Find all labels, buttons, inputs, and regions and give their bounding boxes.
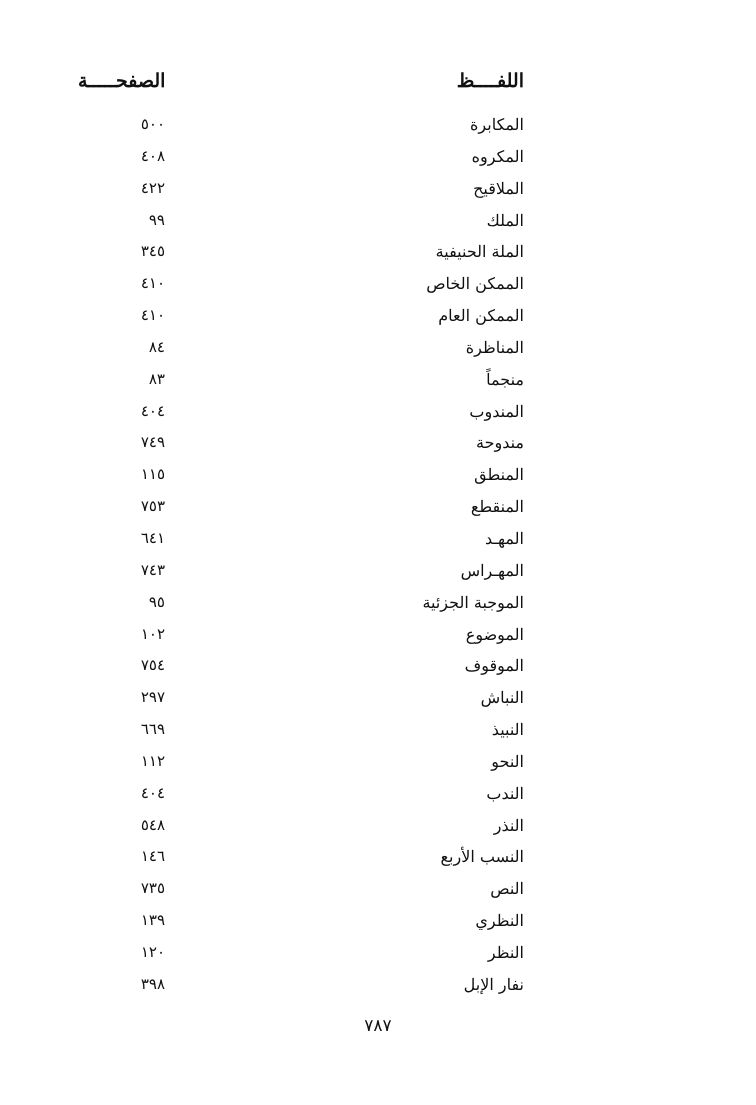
entry-term: الملك	[486, 210, 524, 230]
index-entry	[0, 238, 756, 270]
entry-term: المهـراس	[460, 560, 524, 580]
entry-page: ٤٠٤	[140, 401, 165, 420]
index-entry	[0, 270, 756, 302]
entry-page: ٨٣	[148, 369, 165, 388]
index-entry	[0, 971, 756, 1003]
entry-term: مندوحة	[476, 433, 524, 453]
entry-term: الملاقيح	[473, 178, 524, 198]
entry-term: النص	[490, 879, 524, 899]
entry-page: ٢٩٧	[140, 688, 165, 707]
entry-term: الممكن الخاص	[426, 274, 524, 294]
entry-page: ١٢٠	[140, 942, 165, 961]
entry-page: ٩٥	[148, 592, 165, 611]
index-entry	[0, 907, 756, 939]
entry-term: المناظرة	[465, 337, 524, 357]
entry-page: ٤١٠	[140, 306, 165, 325]
entry-term: النباش	[480, 688, 524, 708]
index-entry	[0, 716, 756, 748]
entry-term: الملة الحنيفية	[435, 242, 524, 262]
index-entry	[0, 302, 756, 334]
entry-page: ١٠٢	[140, 624, 165, 643]
entry-page: ٥٠٠	[140, 115, 165, 133]
entry-term: منجماً	[486, 369, 524, 389]
entry-term: النحو	[491, 751, 524, 771]
entry-page: ٧٤٩	[140, 433, 165, 452]
index-list	[0, 111, 756, 1003]
index-entry	[0, 939, 756, 971]
entry-page: ٧٤٣	[140, 560, 165, 579]
entry-page: ١٣٩	[140, 911, 165, 930]
entry-term: النذر	[493, 815, 524, 835]
index-entry	[0, 461, 756, 493]
entry-page: ٣٩٨	[140, 974, 165, 993]
index-entry	[0, 366, 756, 398]
index-entry	[0, 175, 756, 207]
entry-term: النسب الأربع	[440, 847, 524, 867]
column-header-term: اللفــــظ	[456, 70, 524, 92]
index-entry	[0, 652, 756, 684]
index-entry	[0, 843, 756, 875]
index-entry	[0, 875, 756, 907]
entry-page: ١١٢	[140, 751, 165, 770]
entry-page: ٦٤١	[140, 528, 165, 547]
entry-term: النظر	[487, 942, 524, 962]
entry-page: ٧٥٣	[140, 497, 165, 516]
entry-page: ٤١٠	[140, 274, 165, 293]
entry-term: المنقطع	[470, 497, 524, 517]
index-entry	[0, 589, 756, 621]
entry-term: المكروه	[471, 146, 524, 166]
entry-term: المندوب	[469, 401, 524, 421]
index-entry	[0, 525, 756, 557]
index-entry	[0, 621, 756, 653]
index-entry	[0, 557, 756, 589]
index-entry	[0, 111, 756, 143]
page-number: ٧٨٧	[364, 1016, 392, 1036]
entry-term: الموضوع	[465, 624, 524, 644]
index-entry	[0, 812, 756, 844]
entry-term: المهـد	[484, 528, 524, 548]
entry-page: ٤٠٤	[140, 783, 165, 802]
entry-term: النظري	[475, 911, 524, 931]
entry-page: ٨٤	[148, 337, 165, 356]
entry-page: ٤٢٢	[140, 178, 165, 197]
index-entry	[0, 684, 756, 716]
index-entry	[0, 143, 756, 175]
entry-page: ٦٦٩	[140, 720, 165, 739]
index-entry	[0, 398, 756, 430]
index-entry	[0, 748, 756, 780]
index-entry	[0, 429, 756, 461]
entry-term: الندب	[486, 783, 524, 803]
entry-term: الموقوف	[464, 656, 524, 676]
entry-term: المكابرة	[470, 115, 524, 134]
entry-page: ٥٤٨	[140, 815, 165, 834]
entry-term: نفار الإبل	[463, 974, 524, 994]
index-entry	[0, 780, 756, 812]
entry-term: الممكن العام	[438, 306, 524, 326]
entry-term: الموجبة الجزئية	[422, 592, 524, 612]
entry-page: ٧٣٥	[140, 879, 165, 898]
entry-term: النبيذ	[491, 720, 524, 740]
column-header-page: الصفحـــــة	[78, 70, 166, 92]
entry-page: ٧٥٤	[140, 656, 165, 675]
entry-page: ٣٤٥	[140, 242, 165, 261]
entry-page: ١١٥	[140, 465, 165, 484]
index-entry	[0, 334, 756, 366]
entry-page: ١٤٦	[140, 847, 165, 866]
index-entry	[0, 207, 756, 239]
entry-page: ٩٩	[148, 210, 165, 229]
entry-term: المنطق	[474, 465, 524, 485]
index-entry	[0, 493, 756, 525]
entry-page: ٤٠٨	[140, 146, 165, 165]
